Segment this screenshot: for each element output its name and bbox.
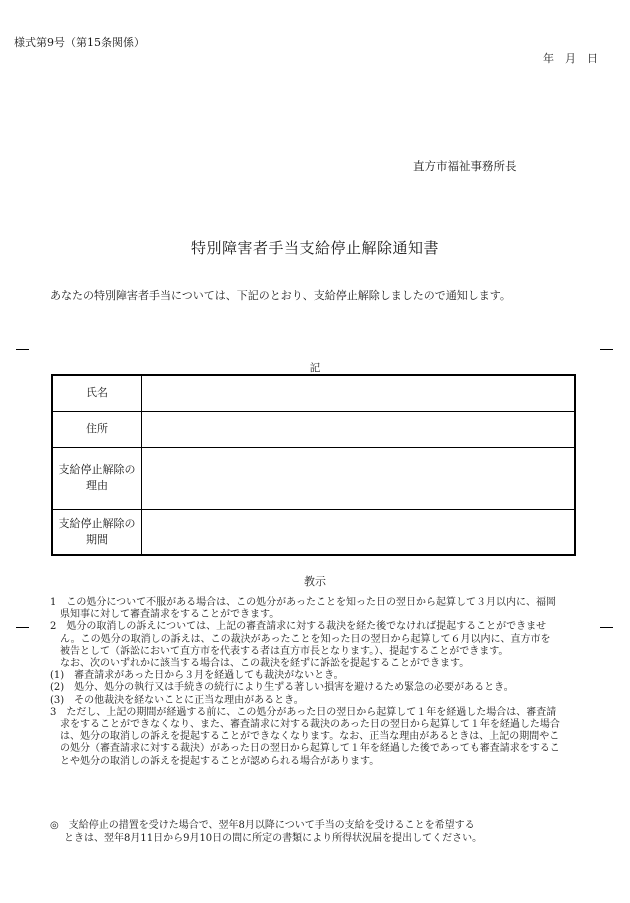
intro-text: あなたの特別障害者手当については、下記のとおり、支給停止解除しましたので通知します。 [50,289,511,302]
fold-mark-right-bottom [600,627,613,628]
notice-list [50,597,560,768]
ki-heading: 記 [309,362,321,374]
notice-item: (3) その他裁決を経ないことに正当な理由があるとき。 [50,694,304,706]
notice-item: なお、次のいずれかに該当する場合は、この裁決を経ずに訴訟を提起することができます。 [60,658,470,670]
name-label: 氏名 [52,375,142,411]
fold-mark-right-top [600,349,613,350]
notice-item: 3 ただし、上記の期間が経過する前に、この処分があった日の翌日から起算して１年を経過した場合は、審査請求をすることができなくなり、また、審査請求に対する裁決のあった日の翌日から起算して１年を経過した場合は、処分の取消しの訴えを提起することができなくなります。なお、正当な理由があるときは、上記の期間やこの処分（審査請求に対する裁決）があった日の翌日から起算して１年を経過した後であっても審査請求をすることや処分の取消しの訴えを提起することが認められる場合があります。 [50,706,560,767]
fold-mark-left-bottom [16,627,29,628]
document-title: 特別障害者手当支給停止解除通知書 [190,239,439,257]
notice-item: 1 この処分について不服がある場合は、この処分があったことを知った日の翌日から起算して３月以内に、福岡県知事に対して審査請求をすることができます。 [50,597,557,621]
reason-label-line1: 支給停止解除の [58,463,136,476]
fold-mark-left-top [16,349,29,350]
name-value[interactable] [142,375,576,411]
footer-line: ときは、翌年8月11日から9月10日の間に所定の書類により所得状況届を提出してください。 [64,832,483,844]
address-value[interactable] [142,411,576,447]
period-label [52,509,142,555]
info-table [51,374,576,556]
notice-item: (2) 処分、処分の執行又は手続きの続行により生ずる著しい損害を避けるため緊急の必要があるとき。 [50,682,514,694]
period-label-line2: 期間 [86,532,108,546]
table-row [52,375,575,411]
footer-line: ◎ 支給停止の措置を受けた場合で、翌年8月以降について手当の支給を受けることを希望する [50,820,475,831]
notice-item: (1) 審査請求があった日から３月を経過しても裁決がないとき。 [50,670,344,682]
period-label-line1: 支給停止解除の [58,516,136,530]
date-field: 年 月 日 [543,52,598,65]
notice-item: 2 処分の取消しの訴えについては、上記の審査請求に対する裁決を経た後でなければ提起することができません。この処分の取消しの訴えは、この裁決があったことを知った日の翌日から起算して６月以内に、直方市を被告として（訴訟において直方市を代表する者は直方市長となります。）、提起することができます。 [50,621,551,657]
table-row [52,447,575,509]
reason-label [52,447,142,509]
reason-label-line2: 理由 [86,479,108,492]
form-number: 様式第9号（第15条関係） [14,36,145,49]
address-label: 住所 [52,411,142,447]
table-row [52,411,575,447]
table-row [52,509,575,555]
notice-title: 教示 [304,575,326,588]
reason-value[interactable] [142,447,576,509]
footer-note [50,820,570,845]
period-value[interactable] [142,509,576,555]
issuer-name: 直方市福祉事務所長 [413,159,517,173]
